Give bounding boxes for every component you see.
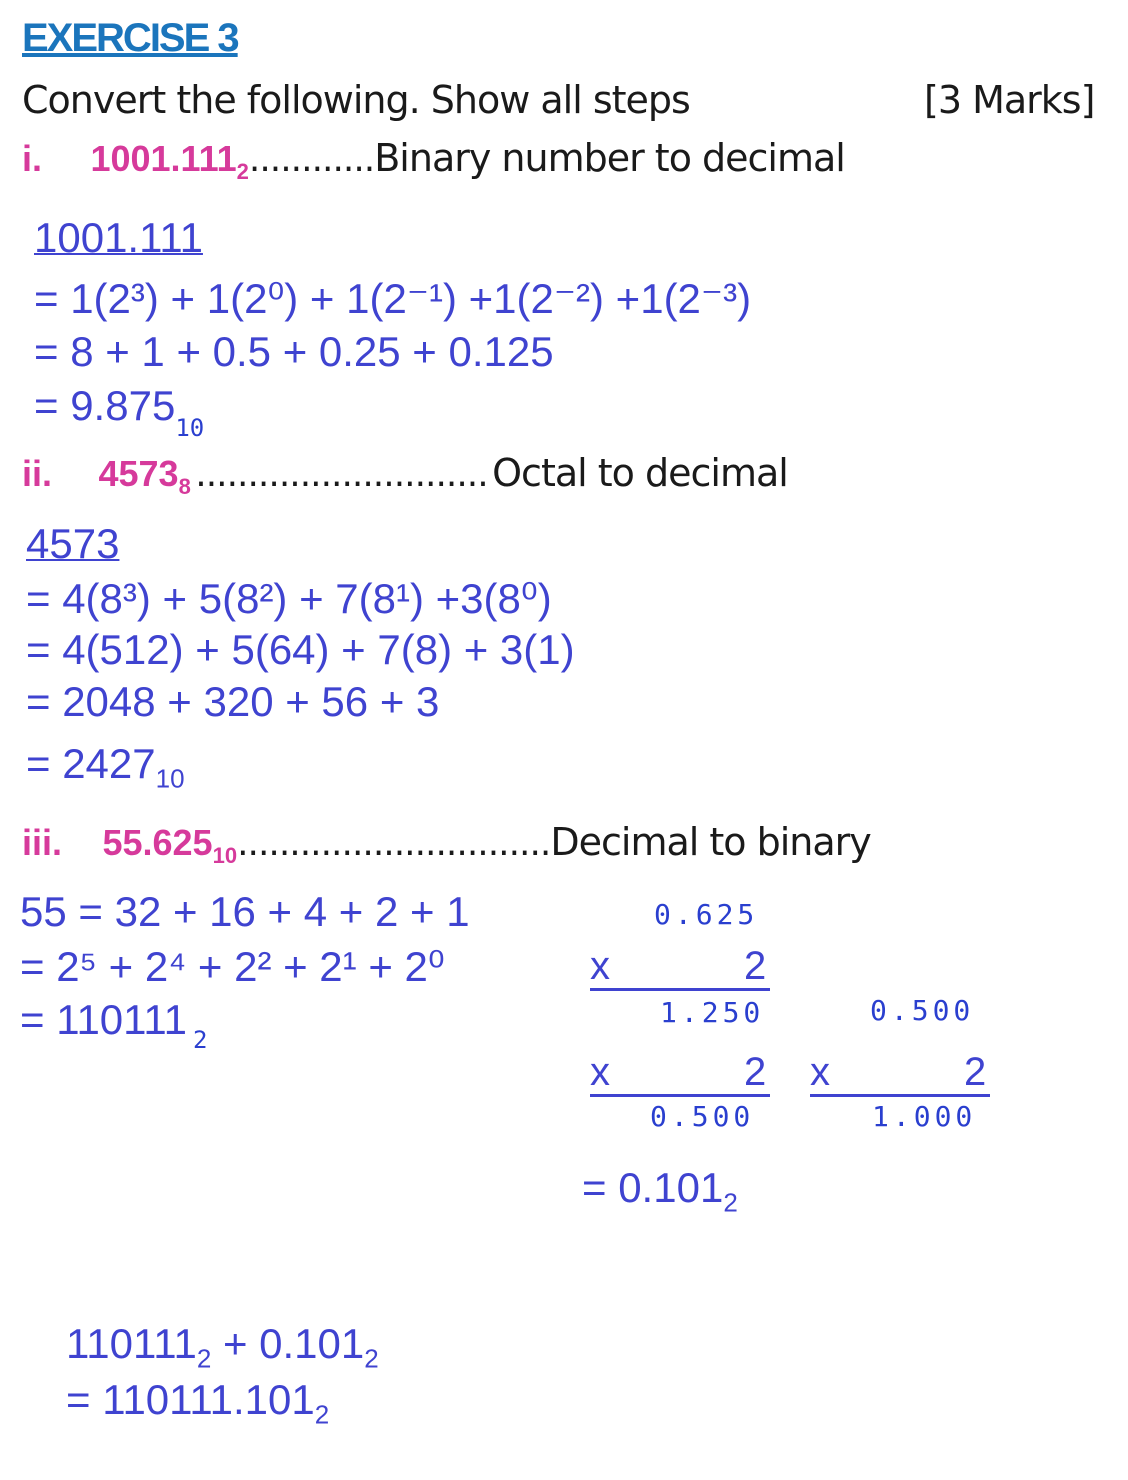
frac-m2-x: x: [590, 1050, 610, 1094]
q2-work-line4: = $2427_{10}$: [26, 740, 185, 794]
frac-m3-x: x: [810, 1050, 830, 1094]
q1-work-line3: = $9.875_{10}$: [34, 382, 205, 442]
frac-m3-top: 0.500: [870, 994, 975, 1027]
question-3-heading: [22, 820, 871, 869]
question-1-value: $1001.111_2$: [90, 138, 249, 185]
question-3-number: iii.: [22, 822, 63, 863]
question-2-heading: [22, 451, 788, 500]
frac-result: = $0.101_2$: [582, 1164, 738, 1218]
frac-m2-two: 2: [744, 1050, 767, 1094]
frac-m1-x: x: [590, 944, 610, 988]
question-2-number: ii.: [22, 453, 53, 494]
q2-work-line1: = 4(8³) + 5(8²) + 7(8¹) +3(8⁰): [26, 575, 552, 622]
q2-work-head: 4573: [26, 520, 120, 567]
q3-work-line1: 55 = 32 + 16 + 4 + 2 + 1: [20, 888, 470, 935]
frac-m3-two: 2: [964, 1050, 987, 1094]
question-2-description: Octal to decimal: [492, 451, 788, 495]
question-3-value: $55.625_{10}$: [102, 822, 238, 869]
frac-m1-top: 0.625: [654, 898, 759, 931]
exercise-title: EXERCISE 3: [22, 16, 238, 60]
frac-m3-result: 1.000: [872, 1100, 977, 1133]
marks-label: [3 Marks]: [924, 78, 1095, 122]
frac-m1-rule: [590, 988, 770, 991]
q1-work-line1: = 1(2³) + 1(2⁰) + 1(2⁻¹) +1(2⁻²) +1(2⁻³): [34, 275, 752, 322]
frac-m1-result: 1.250: [660, 996, 765, 1029]
question-1-dots: ............: [248, 139, 375, 180]
frac-m3-rule: [810, 1094, 990, 1097]
q1-work-line2: = 8 + 1 + 0.5 + 0.25 + 0.125: [34, 328, 554, 375]
question-3-dots: ..............................: [237, 823, 551, 864]
question-2-value: $4573_8$: [98, 453, 191, 500]
q2-work-line3: = 2048 + 320 + 56 + 3: [26, 678, 440, 725]
frac-m1-two: 2: [744, 944, 767, 988]
question-1-description: Binary number to decimal: [374, 136, 845, 180]
q3-work-line3: = 110111 $_2$: [20, 996, 212, 1054]
q2-work-line2: = 4(512) + 5(64) + 7(8) + 3(1): [26, 626, 575, 673]
q3-work-line2: = 2⁵ + 2⁴ + 2² + 2¹ + 2⁰: [20, 943, 445, 990]
frac-m2-result: 0.500: [650, 1100, 755, 1133]
instruction-text: Convert the following. Show all steps: [22, 78, 690, 122]
question-3-description: Decimal to binary: [550, 820, 871, 864]
question-1-heading: [22, 136, 845, 185]
q1-work-head: 1001.111: [34, 214, 203, 261]
final-sum-line2: = $110111.101_2$: [66, 1376, 330, 1430]
final-sum-line1: $110111_2 + 0.101_2$: [66, 1320, 379, 1374]
question-2-dots: ............................: [195, 454, 488, 495]
frac-m2-rule: [590, 1094, 770, 1097]
question-1-number: i.: [22, 138, 43, 179]
